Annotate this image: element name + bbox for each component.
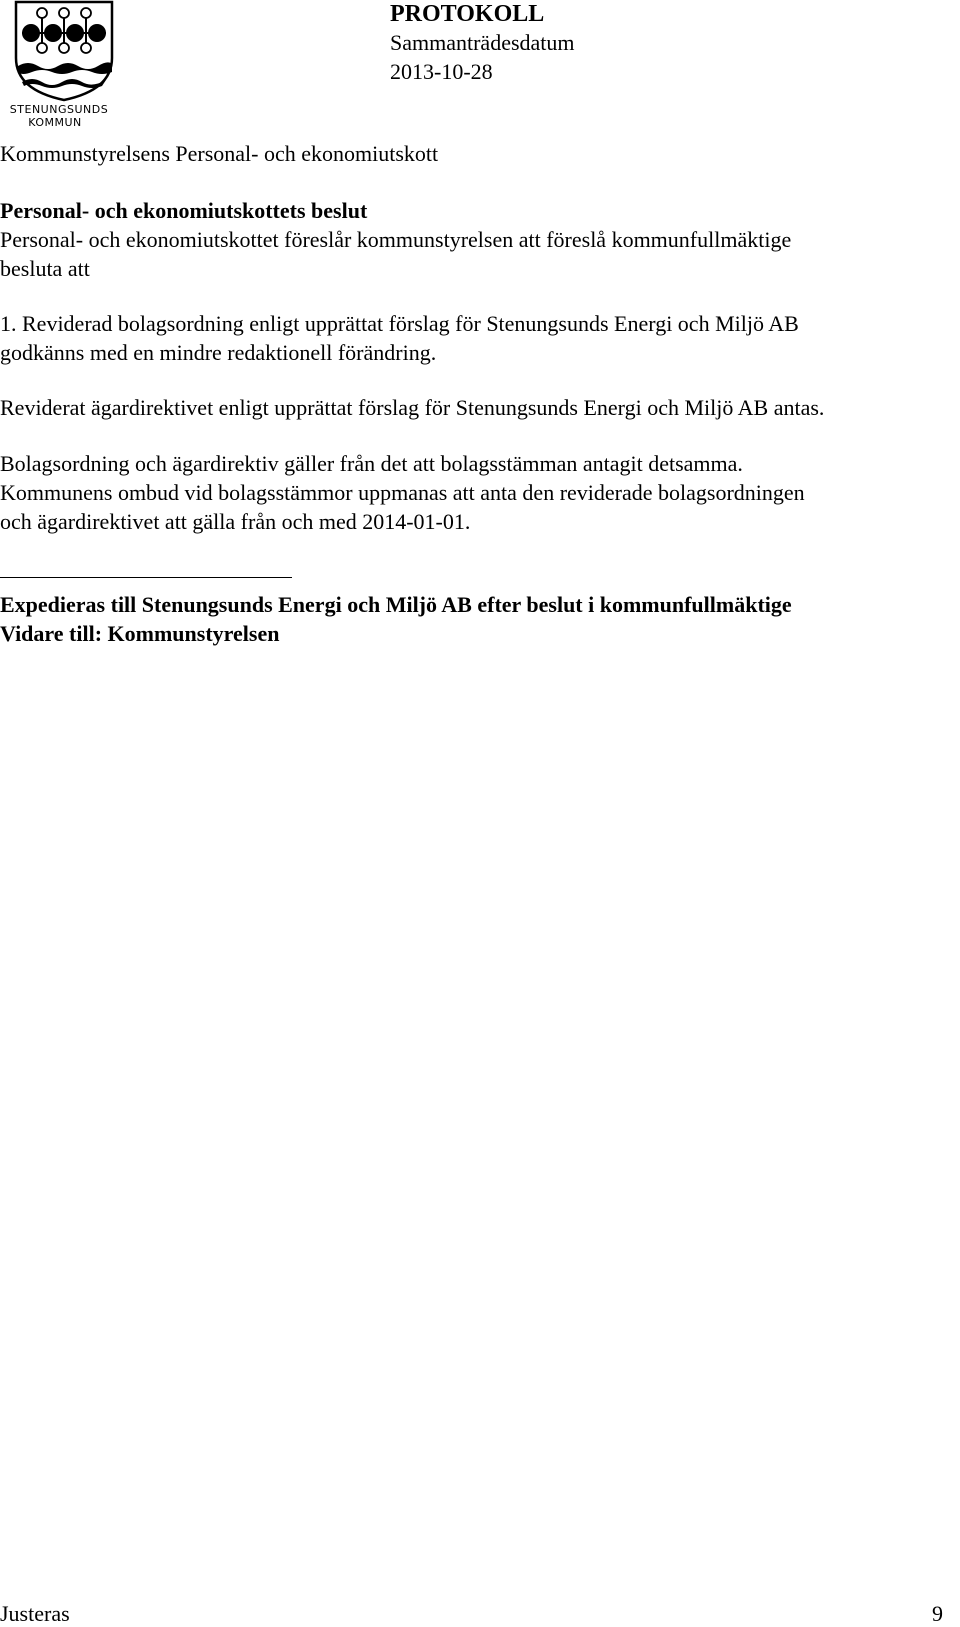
paragraph-validity-line-1: Bolagsordning och ägardirektiv gäller från det att bolagsstämman antagit detsamma. bbox=[0, 451, 743, 476]
logo-text-line1: STENUNGSUNDS bbox=[9, 103, 109, 116]
paragraph-validity-line-2: Kommunens ombud vid bolagsstämmor uppmanas att anta den reviderade bolagsordningen bbox=[0, 480, 805, 505]
document-header bbox=[390, 0, 575, 86]
meeting-date: 2013-10-28 bbox=[390, 59, 493, 84]
committee-name: Kommunstyrelsens Personal- och ekonomiutskott bbox=[0, 141, 439, 166]
page-number: 9 bbox=[932, 1601, 943, 1626]
separator-line bbox=[0, 577, 292, 578]
item1-line-1: 1. Reviderad bolagsordning enligt upprättat förslag för Stenungsunds Energi och Miljö AB bbox=[0, 311, 799, 336]
municipality-logo bbox=[0, 0, 120, 132]
dispatch-line-2: Vidare till: Kommunstyrelsen bbox=[0, 621, 280, 646]
item1-line-2: godkänns med en mindre redaktionell förändring. bbox=[0, 340, 437, 365]
intro-line-1: Personal- och ekonomiutskottet föreslår kommunstyrelsen att föreslå kommunfullmäktige bbox=[0, 227, 792, 252]
intro-line-2: besluta att bbox=[0, 256, 90, 281]
meeting-date-label: Sammanträdesdatum bbox=[390, 30, 575, 55]
stenungsund-coat-of-arms-icon bbox=[12, 0, 116, 102]
footer-justeras: Justeras bbox=[0, 1601, 70, 1626]
decision-heading: Personal- och ekonomiutskottets beslut bbox=[0, 198, 368, 223]
document-type: PROTOKOLL bbox=[390, 1, 545, 27]
paragraph-validity-line-3: och ägardirektivet att gälla från och med 2014-01-01. bbox=[0, 509, 471, 534]
logo-text-line2: KOMMUN bbox=[28, 116, 82, 129]
dispatch-line-1: Expedieras till Stenungsunds Energi och Miljö AB efter beslut i kommunfullmäktige bbox=[0, 592, 792, 617]
paragraph-owner-directive: Reviderat ägardirektivet enligt upprättat förslag för Stenungsunds Energi och Miljö AB antas. bbox=[0, 395, 825, 420]
